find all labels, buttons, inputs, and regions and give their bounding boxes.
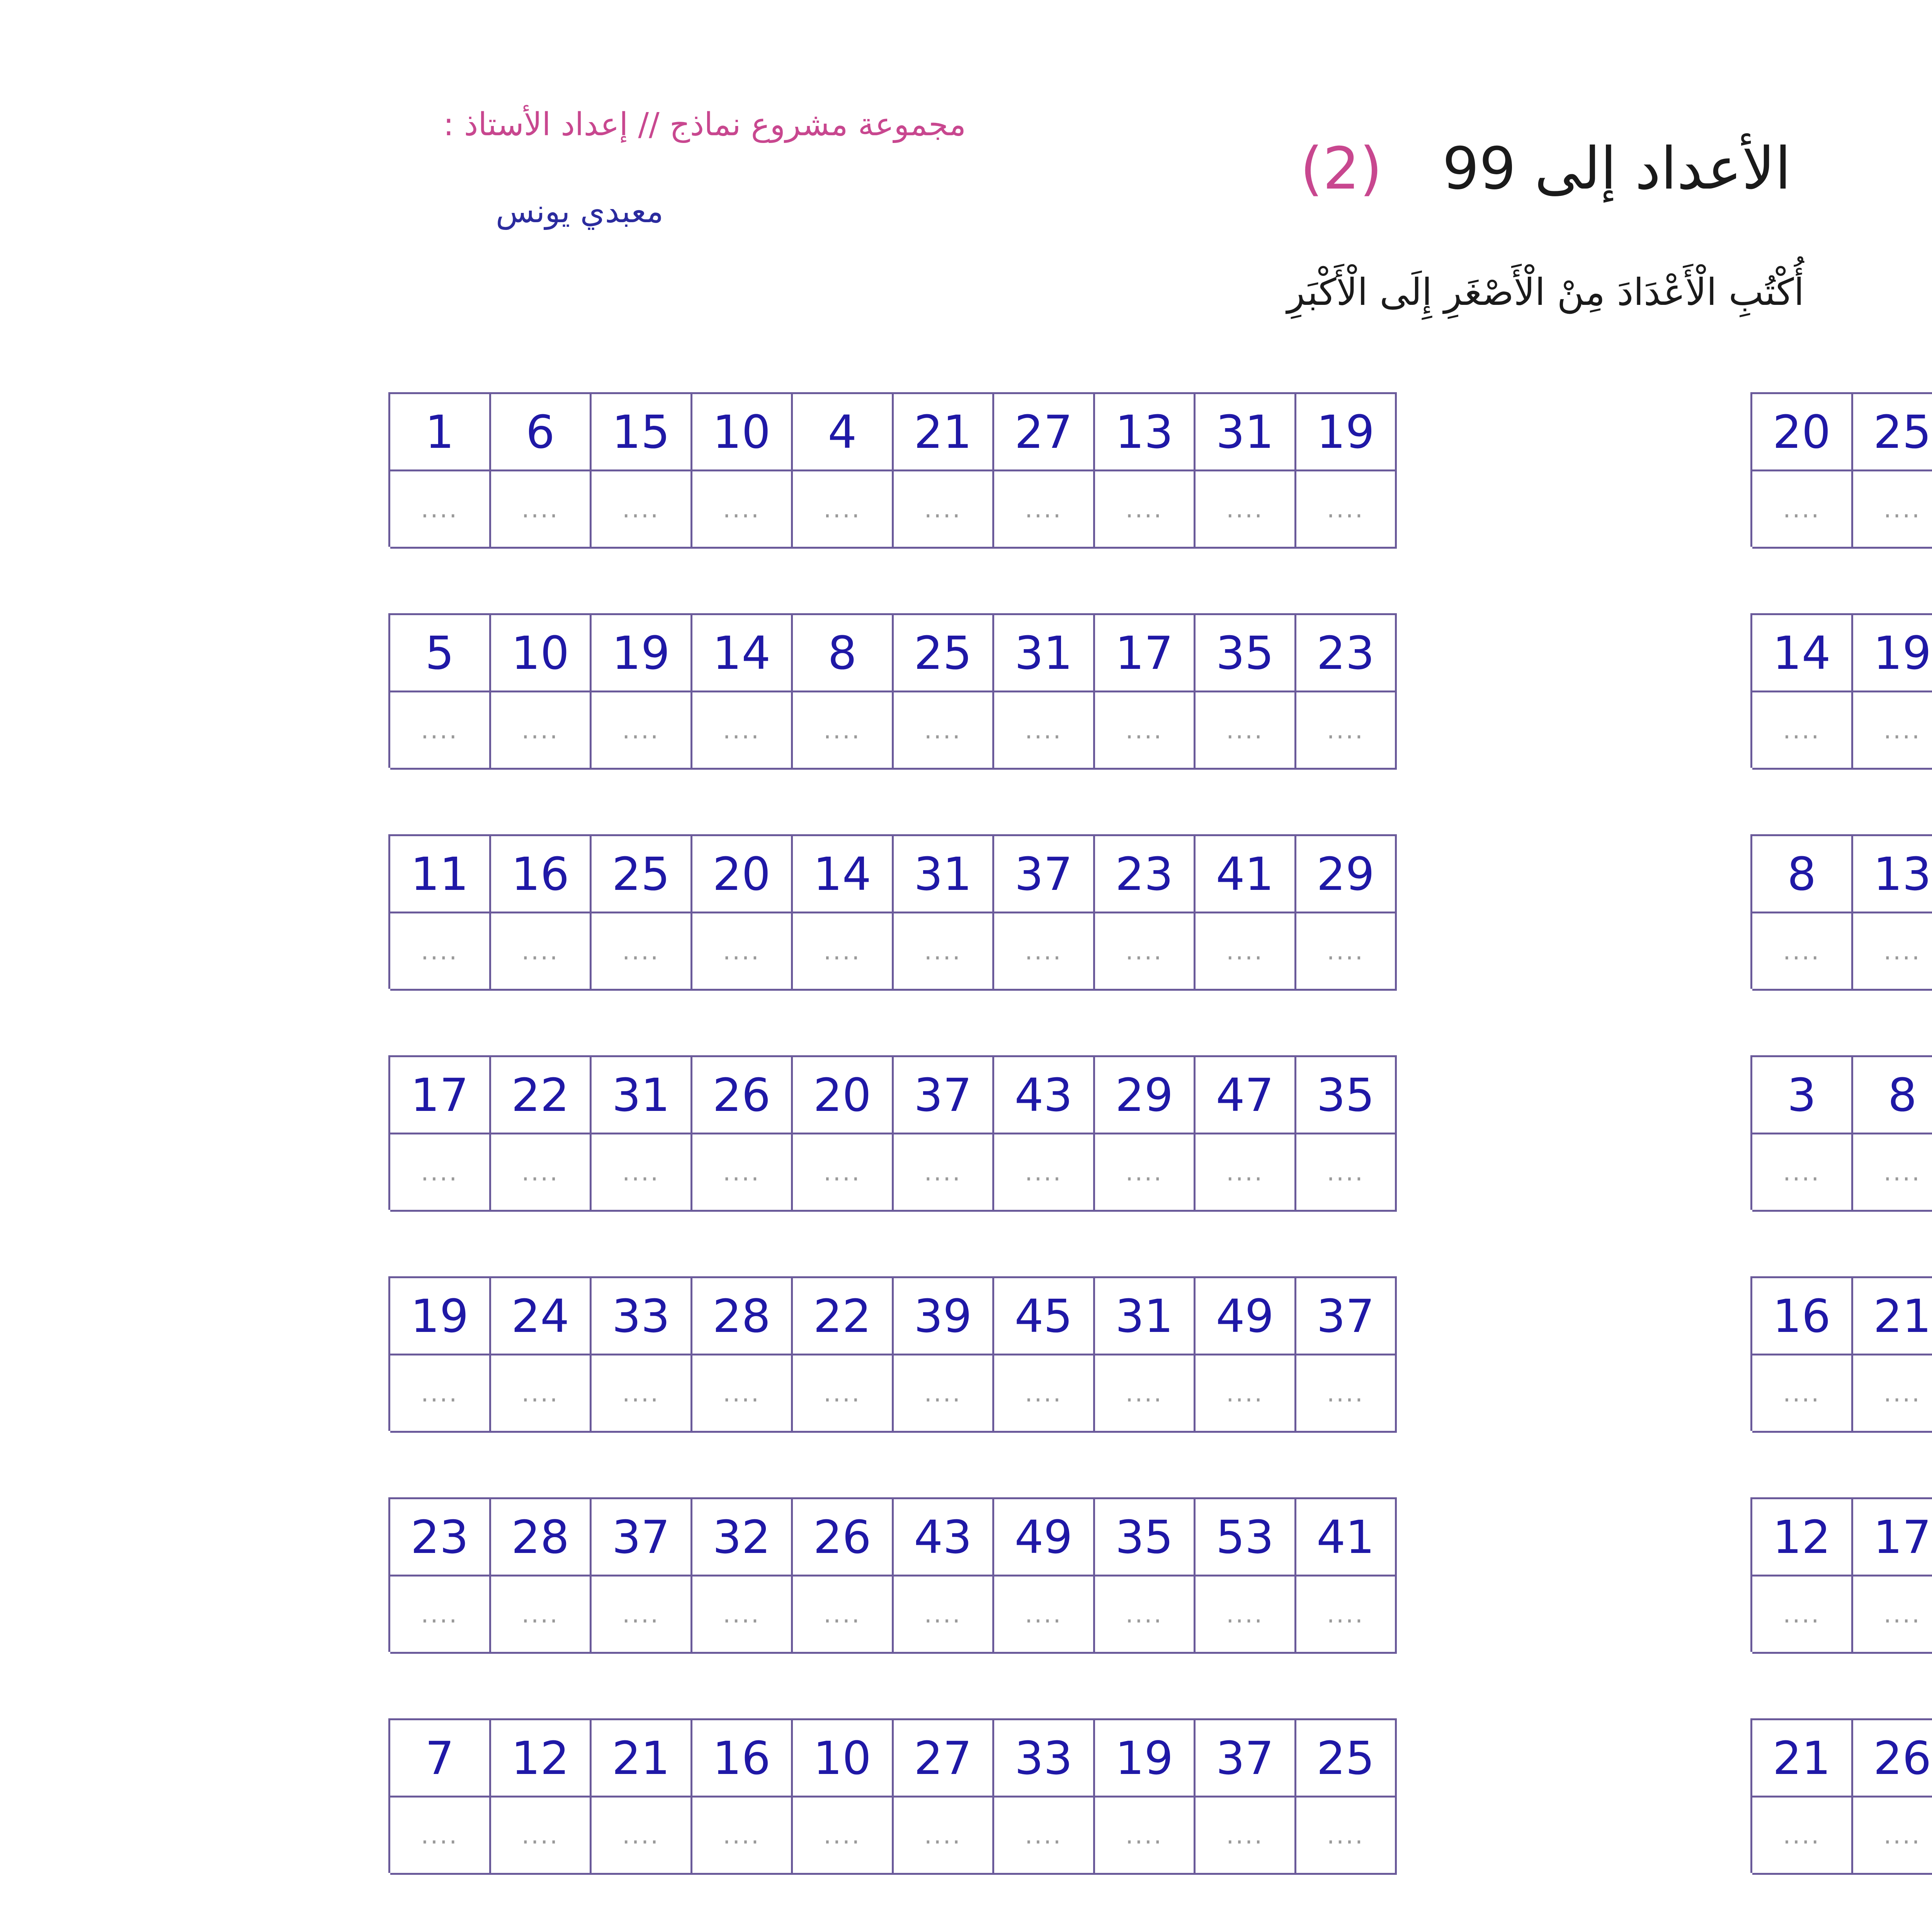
number-cell: 21 — [592, 1720, 692, 1798]
number-cell: 14 — [692, 615, 793, 692]
number-cell: 49 — [1196, 1278, 1296, 1355]
answer-cell[interactable]: .... — [592, 692, 692, 770]
answer-cell[interactable]: .... — [1196, 913, 1296, 991]
answer-cell[interactable]: .... — [592, 1134, 692, 1212]
answer-cell[interactable]: .... — [1296, 1355, 1397, 1433]
answer-cell[interactable]: .... — [994, 913, 1095, 991]
right-grid-1 — [1750, 392, 1932, 547]
answer-cell[interactable]: .... — [1196, 471, 1296, 549]
answer-cell[interactable]: .... — [692, 1798, 793, 1875]
answer-cell[interactable]: .... — [1196, 1798, 1296, 1875]
number-cell: 35 — [1095, 1499, 1196, 1577]
answer-cell[interactable]: .... — [793, 1798, 894, 1875]
number-cell: 17 — [1095, 615, 1196, 692]
answer-cell[interactable]: .... — [1296, 1798, 1397, 1875]
answer-cell[interactable]: .... — [994, 1355, 1095, 1433]
title-text: الأعداد إلى 99 — [1442, 135, 1791, 202]
answer-cell[interactable]: .... — [692, 471, 793, 549]
number-cell: 49 — [994, 1499, 1095, 1577]
left-grid-5 — [388, 1276, 1397, 1431]
number-cell: 53 — [1196, 1499, 1296, 1577]
number-cell: 25 — [1296, 1720, 1397, 1798]
answer-cell[interactable]: .... — [1296, 913, 1397, 991]
answer-cell[interactable]: .... — [994, 1134, 1095, 1212]
page-title — [1159, 135, 1932, 202]
number-cell: 12 — [1752, 1499, 1853, 1577]
answer-cell[interactable]: .... — [1752, 1798, 1853, 1875]
answer-cell[interactable]: .... — [894, 692, 995, 770]
teacher-label: مجموعة مشروع نماذج // إعداد الأستاذ : — [443, 106, 966, 143]
answer-cell[interactable]: .... — [1752, 692, 1853, 770]
answer-cell[interactable]: .... — [793, 1355, 894, 1433]
answer-cell[interactable]: .... — [1296, 471, 1397, 549]
number-cell: 47 — [1196, 1057, 1296, 1134]
answer-cell[interactable]: .... — [491, 1798, 592, 1875]
answer-cell[interactable]: .... — [390, 692, 491, 770]
answer-cell[interactable]: .... — [894, 913, 995, 991]
number-cell: 41 — [1196, 836, 1296, 913]
answer-cell[interactable]: .... — [1095, 692, 1196, 770]
answer-cell[interactable]: .... — [491, 1577, 592, 1654]
answer-cell[interactable]: .... — [1196, 1577, 1296, 1654]
answer-cell[interactable]: .... — [491, 913, 592, 991]
answer-cell[interactable]: .... — [793, 471, 894, 549]
number-cell: 43 — [994, 1057, 1095, 1134]
number-cell: 20 — [793, 1057, 894, 1134]
number-cell: 37 — [1296, 1278, 1397, 1355]
left-grid-3 — [388, 834, 1397, 989]
answer-cell[interactable]: .... — [1296, 1134, 1397, 1212]
number-cell: 7 — [390, 1720, 491, 1798]
right-grid-4 — [1750, 1055, 1932, 1210]
number-cell: 8 — [1752, 836, 1853, 913]
number-cell: 28 — [491, 1499, 592, 1577]
answer-cell[interactable]: .... — [491, 1355, 592, 1433]
number-cell: 43 — [894, 1499, 995, 1577]
left-grid-1 — [388, 392, 1397, 547]
answer-cell[interactable]: .... — [390, 913, 491, 991]
number-cell: 33 — [592, 1278, 692, 1355]
number-cell: 19 — [592, 615, 692, 692]
answer-cell[interactable]: .... — [1196, 692, 1296, 770]
answer-cell[interactable]: .... — [592, 471, 692, 549]
answer-cell[interactable]: .... — [894, 471, 995, 549]
number-cell: 19 — [390, 1278, 491, 1355]
answer-cell[interactable]: .... — [1095, 1134, 1196, 1212]
answer-cell[interactable]: .... — [1095, 1577, 1196, 1654]
answer-cell[interactable]: .... — [1296, 1577, 1397, 1654]
number-cell: 26 — [1853, 1720, 1932, 1798]
number-cell: 31 — [1196, 394, 1296, 471]
answer-cell[interactable]: .... — [1853, 1577, 1932, 1654]
answer-cell[interactable]: .... — [1752, 471, 1853, 549]
number-cell: 20 — [692, 836, 793, 913]
number-cell: 19 — [1296, 394, 1397, 471]
number-cell: 16 — [1752, 1278, 1853, 1355]
instruction-text: أُكْتُبِ الْأَعْدَادَ مِنْ الْأَصْغَرِ إِلَى الْأَكْبَرِ — [1287, 270, 1804, 314]
number-cell: 33 — [994, 1720, 1095, 1798]
answer-cell[interactable]: .... — [390, 1134, 491, 1212]
answer-cell[interactable]: .... — [793, 913, 894, 991]
answer-cell[interactable]: .... — [592, 1798, 692, 1875]
answer-cell[interactable]: .... — [390, 1577, 491, 1654]
number-cell: 39 — [894, 1278, 995, 1355]
answer-cell[interactable]: .... — [894, 1355, 995, 1433]
answer-cell[interactable]: .... — [1853, 471, 1932, 549]
answer-cell[interactable]: .... — [692, 1577, 793, 1654]
answer-cell[interactable]: .... — [1296, 692, 1397, 770]
answer-cell[interactable]: .... — [994, 692, 1095, 770]
number-cell: 16 — [491, 836, 592, 913]
number-cell: 17 — [1853, 1499, 1932, 1577]
answer-cell[interactable]: .... — [491, 692, 592, 770]
number-cell: 21 — [1853, 1278, 1932, 1355]
number-cell: 10 — [692, 394, 793, 471]
left-grid-4 — [388, 1055, 1397, 1210]
number-cell: 31 — [994, 615, 1095, 692]
left-grid-6 — [388, 1497, 1397, 1652]
number-cell: 23 — [1296, 615, 1397, 692]
number-cell: 31 — [1095, 1278, 1196, 1355]
number-cell: 35 — [1196, 615, 1296, 692]
answer-cell[interactable]: .... — [1853, 692, 1932, 770]
right-grid-7 — [1750, 1718, 1932, 1873]
answer-cell[interactable]: .... — [491, 471, 592, 549]
number-cell: 24 — [491, 1278, 592, 1355]
answer-cell[interactable]: .... — [1752, 1577, 1853, 1654]
left-grid-2 — [388, 613, 1397, 768]
number-cell: 37 — [1196, 1720, 1296, 1798]
number-cell: 21 — [894, 394, 995, 471]
number-cell: 37 — [994, 836, 1095, 913]
number-cell: 14 — [793, 836, 894, 913]
number-cell: 10 — [793, 1720, 894, 1798]
number-cell: 25 — [894, 615, 995, 692]
answer-cell[interactable]: .... — [994, 471, 1095, 549]
number-cell: 45 — [994, 1278, 1095, 1355]
left-grid-7 — [388, 1718, 1397, 1873]
answer-cell[interactable]: .... — [894, 1134, 995, 1212]
number-cell: 20 — [1752, 394, 1853, 471]
right-grid-3 — [1750, 834, 1932, 989]
number-cell: 37 — [894, 1057, 995, 1134]
number-cell: 8 — [1853, 1057, 1932, 1134]
right-grid-5 — [1750, 1276, 1932, 1431]
answer-cell[interactable]: .... — [1853, 1134, 1932, 1212]
number-cell: 41 — [1296, 1499, 1397, 1577]
answer-cell[interactable]: .... — [793, 1577, 894, 1654]
right-grid-6 — [1750, 1497, 1932, 1652]
answer-cell[interactable]: .... — [1853, 1798, 1932, 1875]
number-cell: 29 — [1095, 1057, 1196, 1134]
number-cell: 23 — [1095, 836, 1196, 913]
number-cell: 6 — [491, 394, 592, 471]
answer-cell[interactable]: .... — [1095, 1355, 1196, 1433]
answer-cell[interactable]: .... — [692, 1355, 793, 1433]
number-cell: 35 — [1296, 1057, 1397, 1134]
answer-cell[interactable]: .... — [1095, 1798, 1196, 1875]
teacher-name: معبدي يونس — [495, 193, 664, 230]
number-cell: 17 — [390, 1057, 491, 1134]
answer-cell[interactable]: .... — [1095, 913, 1196, 991]
answer-cell[interactable]: .... — [1853, 913, 1932, 991]
number-cell: 25 — [592, 836, 692, 913]
number-cell: 11 — [390, 836, 491, 913]
number-cell: 12 — [491, 1720, 592, 1798]
answer-cell[interactable]: .... — [692, 692, 793, 770]
answer-cell[interactable]: .... — [592, 913, 692, 991]
answer-cell[interactable]: .... — [994, 1577, 1095, 1654]
answer-cell[interactable]: .... — [1853, 1355, 1932, 1433]
number-cell: 22 — [491, 1057, 592, 1134]
number-cell: 31 — [894, 836, 995, 913]
answer-cell[interactable]: .... — [894, 1798, 995, 1875]
answer-cell[interactable]: .... — [1752, 1355, 1853, 1433]
number-cell: 5 — [390, 615, 491, 692]
answer-cell[interactable]: .... — [1196, 1134, 1296, 1212]
answer-cell[interactable]: .... — [390, 1798, 491, 1875]
number-cell: 19 — [1095, 1720, 1196, 1798]
number-cell: 8 — [793, 615, 894, 692]
number-cell: 23 — [390, 1499, 491, 1577]
answer-cell[interactable]: .... — [692, 1134, 793, 1212]
number-cell: 13 — [1095, 394, 1196, 471]
answer-cell[interactable]: .... — [793, 692, 894, 770]
number-cell: 26 — [793, 1499, 894, 1577]
number-cell: 25 — [1853, 394, 1932, 471]
number-cell: 32 — [692, 1499, 793, 1577]
number-cell: 15 — [592, 394, 692, 471]
number-cell: 19 — [1853, 615, 1932, 692]
number-cell: 14 — [1752, 615, 1853, 692]
right-grid-2 — [1750, 613, 1932, 768]
answer-cell[interactable]: .... — [592, 1577, 692, 1654]
answer-cell[interactable]: .... — [1752, 913, 1853, 991]
number-cell: 31 — [592, 1057, 692, 1134]
number-cell: 28 — [692, 1278, 793, 1355]
number-cell: 26 — [692, 1057, 793, 1134]
answer-cell[interactable]: .... — [1095, 471, 1196, 549]
title-number: (2) — [1300, 135, 1383, 202]
number-cell: 37 — [592, 1499, 692, 1577]
answer-cell[interactable]: .... — [894, 1577, 995, 1654]
answer-cell[interactable]: .... — [491, 1134, 592, 1212]
number-cell: 27 — [894, 1720, 995, 1798]
number-cell: 10 — [491, 615, 592, 692]
answer-cell[interactable]: .... — [793, 1134, 894, 1212]
answer-cell[interactable]: .... — [390, 471, 491, 549]
number-cell: 4 — [793, 394, 894, 471]
number-cell: 13 — [1853, 836, 1932, 913]
answer-cell[interactable]: .... — [1752, 1134, 1853, 1212]
answer-cell[interactable]: .... — [1196, 1355, 1296, 1433]
number-cell: 29 — [1296, 836, 1397, 913]
answer-cell[interactable]: .... — [994, 1798, 1095, 1875]
number-cell: 27 — [994, 394, 1095, 471]
number-cell: 1 — [390, 394, 491, 471]
answer-cell[interactable]: .... — [390, 1355, 491, 1433]
answer-cell[interactable]: .... — [692, 913, 793, 991]
answer-cell[interactable]: .... — [592, 1355, 692, 1433]
number-cell: 21 — [1752, 1720, 1853, 1798]
number-cell: 16 — [692, 1720, 793, 1798]
number-cell: 3 — [1752, 1057, 1853, 1134]
number-cell: 22 — [793, 1278, 894, 1355]
